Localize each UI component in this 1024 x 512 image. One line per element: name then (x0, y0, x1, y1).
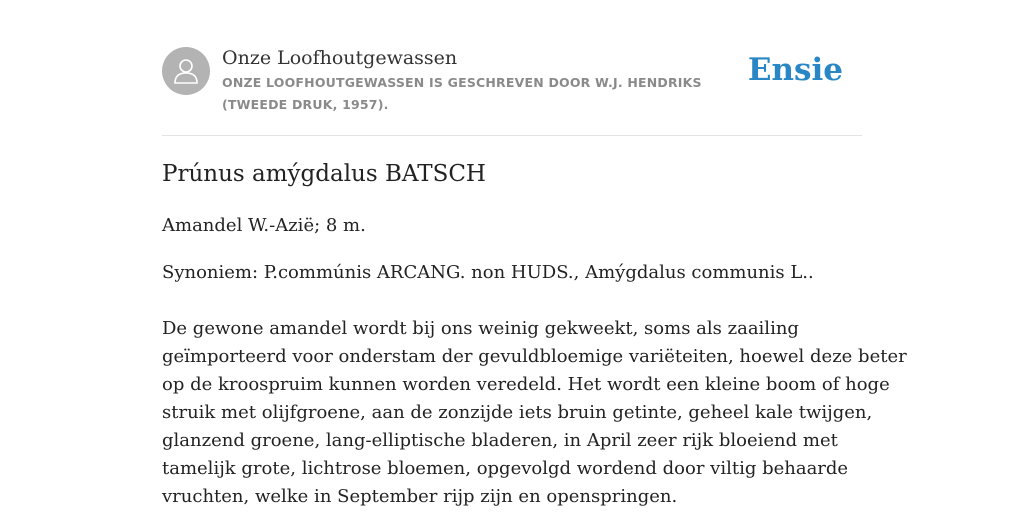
description-line: vruchten, welke in September rijp zijn en openspringen. (162, 486, 678, 507)
entry-synonyms: Synoniem: P.commúnis ARCANG. non HUDS., Amýgdalus communis L.. (162, 262, 814, 283)
description-line: tamelijk grote, lichtrose bloemen, opgevolgd wordend door viltig behaarde (162, 458, 849, 479)
entry-summary: Amandel W.-Azië; 8 m. (162, 215, 366, 236)
description-line: struik met olijfgroene, aan de zonzijde iets bruin getinte, geheel kale twijgen, (162, 402, 873, 423)
book-description: ONZE LOOFHOUTGEWASSEN IS GESCHREVEN DOOR W.J. HENDRIKS (TWEEDE DRUK, 1957). (222, 75, 702, 112)
user-icon (171, 56, 201, 86)
description-line: geïmporteerd voor onderstam der gevuldbloemige variëteiten, hoewel deze beter (162, 346, 907, 367)
entry-title: Prúnus amýgdalus BATSCH (162, 161, 486, 187)
book-title[interactable]: Onze Loofhoutgewassen (222, 47, 458, 69)
avatar (162, 47, 210, 95)
description-line: op de kroospruim kunnen worden veredeld. Het wordt een kleine boom of hoge (162, 374, 890, 395)
ensie-logo[interactable]: Ensie (747, 52, 843, 88)
entry-description (162, 315, 907, 511)
description-line: glanzend groene, lang-elliptische bladeren, in April zeer rijk bloeiend met (162, 430, 838, 451)
description-line: De gewone amandel wordt bij ons weinig gekweekt, soms als zaailing (162, 318, 799, 339)
header-divider (162, 135, 862, 136)
